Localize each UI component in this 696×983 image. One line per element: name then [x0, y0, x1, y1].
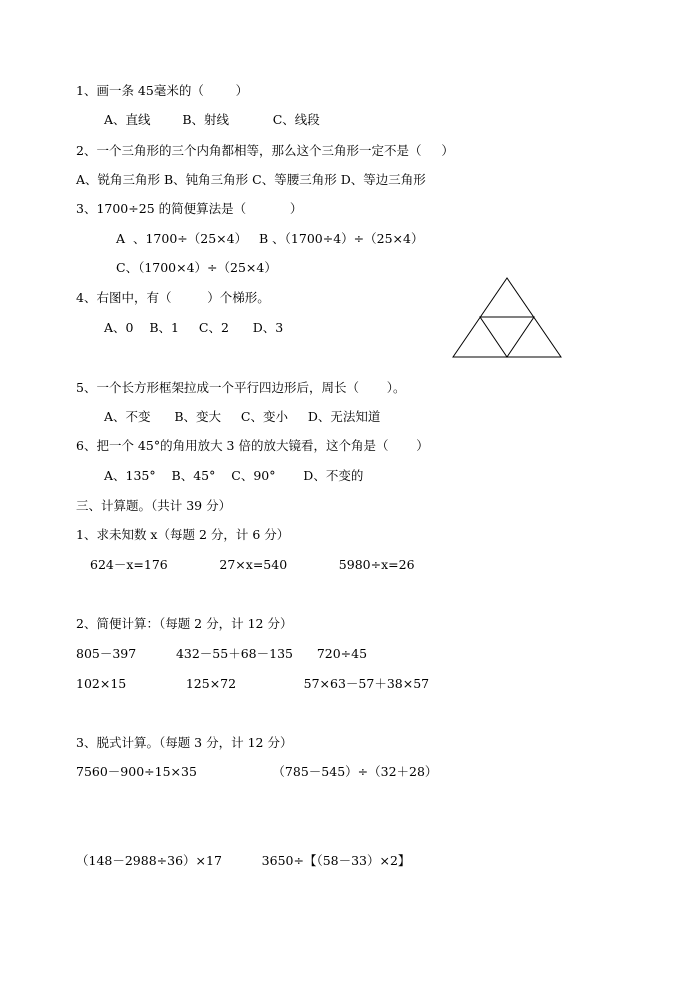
q5-stem: 5、一个长方形框架拉成一个平行四边形后，周长（ ）。: [76, 380, 406, 395]
q5-options: A、不变 B、变大 C、变小 D、无法知道: [104, 409, 381, 424]
q4-stem: 4、右图中，有（ ）个梯形。: [76, 290, 270, 305]
inner-inverted-triangle: [480, 317, 534, 357]
q3-option-ab: A 、1700÷（25×4） B 、（1700÷4）÷（25×4）: [116, 231, 424, 246]
part2-title: 2、简便计算：（每题 2 分，计 12 分）: [76, 616, 293, 631]
q1-options: A、直线 B、射线 C、线段: [104, 112, 320, 127]
q6-stem: 6、把一个 45°的角用放大 3 倍的放大镜看，这个角是（ ）: [76, 438, 429, 453]
q4-options: A、0 B、1 C、2 D、3: [104, 320, 284, 335]
triangle-subdivided-figure: [452, 276, 564, 360]
q3-stem: 3、1700÷25 的简便算法是（ ）: [76, 201, 303, 216]
q1-stem: 1、画一条 45毫米的（ ）: [76, 83, 249, 98]
part2-row1: 805－397 432－55＋68－135 720÷45: [76, 646, 368, 661]
q2-options: A、锐角三角形 B、钝角三角形 C、等腰三角形 D、等边三角形: [76, 172, 426, 187]
section3-title: 三、计算题。（共计 39 分）: [76, 498, 232, 513]
part3-title: 3、脱式计算。（每题 3 分，计 12 分）: [76, 735, 293, 750]
part1-title: 1、求未知数 x（每题 2 分，计 6 分）: [76, 527, 290, 542]
part1-row: 624－x=176 27×x=540 5980÷x=26: [90, 557, 415, 572]
q3-option-c: C、（1700×4）÷（25×4）: [116, 260, 277, 275]
part3-row1: 7560－900÷15×35 （785－545）÷（32＋28）: [76, 764, 438, 779]
part3-row2: （148－2988÷36）×17 3650÷【（58－33）×2】: [76, 853, 411, 868]
q6-options: A、135° B、45° C、90° D、不变的: [104, 468, 364, 483]
q2-stem: 2、一个三角形的三个内角都相等，那么这个三角形一定不是（ ）: [76, 143, 454, 158]
part2-row2: 102×15 125×72 57×63－57＋38×57: [76, 676, 430, 691]
